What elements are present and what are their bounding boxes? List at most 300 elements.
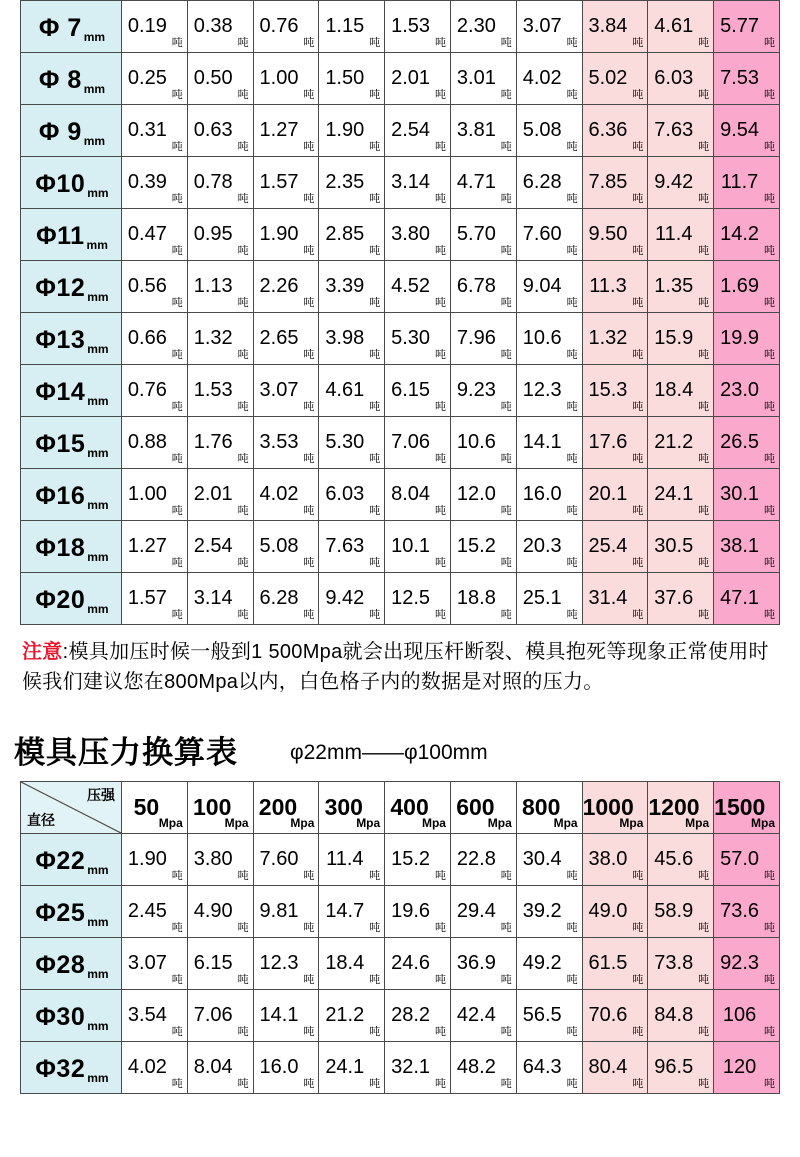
value-cell <box>516 261 582 313</box>
cell-value: 36.9 <box>456 952 496 974</box>
cell-value: 4.61 <box>654 15 694 37</box>
value-cell <box>253 365 319 417</box>
cell-unit: 吨 <box>566 349 578 361</box>
value-cell <box>253 1042 319 1094</box>
cell-value: 1.57 <box>259 171 299 193</box>
cell-unit: 吨 <box>303 193 315 205</box>
diameter-cell <box>21 469 122 521</box>
pressure-table-upper <box>20 0 780 625</box>
value-cell <box>253 313 319 365</box>
diameter-cell <box>21 521 122 573</box>
column-header-cell <box>582 782 648 834</box>
value-cell <box>714 990 780 1042</box>
cell-value: 9.42 <box>654 171 694 193</box>
diameter-cell <box>21 105 122 157</box>
cell-value: 0.25 <box>127 67 167 89</box>
value-cell <box>714 365 780 417</box>
cell-value: 25.1 <box>522 587 562 609</box>
cell-unit: 吨 <box>632 89 644 101</box>
value-cell <box>319 261 385 313</box>
cell-unit: 吨 <box>764 1078 775 1090</box>
cell-unit: 吨 <box>237 505 249 517</box>
column-header-unit: Mpa <box>619 816 644 830</box>
column-header-value: 600 <box>456 794 495 820</box>
value-cell <box>187 105 253 157</box>
cell-unit: 吨 <box>237 922 249 934</box>
cell-unit: 吨 <box>303 609 315 621</box>
value-cell <box>319 521 385 573</box>
warning-text: :模具加压时候一般到1 500Mpa就会出现压杆断裂、模具抱死等现象正常使用时候我们建议您在800Mpa以内，白色格子内的数据是对照的压力。 <box>22 641 769 693</box>
value-cell <box>122 365 188 417</box>
cell-unit: 吨 <box>369 349 381 361</box>
cell-unit: 吨 <box>303 1026 315 1038</box>
cell-unit: 吨 <box>566 1026 578 1038</box>
cell-value: 15.2 <box>391 848 431 870</box>
diameter-cell <box>21 1 122 53</box>
cell-value: 21.2 <box>654 431 694 453</box>
cell-value: 4.02 <box>522 67 562 89</box>
value-cell <box>122 886 188 938</box>
cell-unit: 吨 <box>369 609 381 621</box>
cell-value: 0.88 <box>127 431 167 453</box>
value-cell <box>122 313 188 365</box>
diameter-unit: mm <box>83 82 106 96</box>
value-cell <box>516 365 582 417</box>
value-cell <box>187 365 253 417</box>
cell-unit: 吨 <box>698 141 710 153</box>
cell-unit: 吨 <box>566 505 578 517</box>
cell-value: 7.96 <box>456 327 496 349</box>
table-row <box>21 365 780 417</box>
value-cell <box>714 573 780 625</box>
diameter-unit: mm <box>87 602 109 616</box>
value-cell <box>648 521 714 573</box>
cell-value: 2.35 <box>325 171 365 193</box>
cell-value: 57.0 <box>720 848 760 870</box>
value-cell <box>582 990 648 1042</box>
cell-unit: 吨 <box>237 37 249 49</box>
value-cell <box>122 834 188 886</box>
value-cell <box>714 1 780 53</box>
value-cell <box>187 53 253 105</box>
cell-unit: 吨 <box>434 453 446 465</box>
cell-unit: 吨 <box>237 609 249 621</box>
diameter-cell <box>21 209 122 261</box>
column-header-value: 400 <box>390 794 429 820</box>
cell-value: 3.80 <box>391 223 431 245</box>
table-row <box>21 521 780 573</box>
cell-value: 5.30 <box>391 327 431 349</box>
value-cell <box>385 261 451 313</box>
diameter-cell <box>21 53 122 105</box>
cell-unit: 吨 <box>500 505 512 517</box>
cell-unit: 吨 <box>632 453 644 465</box>
value-cell <box>450 521 516 573</box>
cell-unit: 吨 <box>632 297 644 309</box>
value-cell <box>385 521 451 573</box>
value-cell <box>253 1 319 53</box>
cell-unit: 吨 <box>303 453 315 465</box>
cell-value: 3.80 <box>193 848 233 870</box>
column-header-unit: Mpa <box>356 816 381 830</box>
cell-unit: 吨 <box>698 1026 710 1038</box>
cell-unit: 吨 <box>303 401 315 413</box>
cell-value: 3.14 <box>193 587 233 609</box>
cell-unit: 吨 <box>698 974 710 986</box>
cell-value: 9.50 <box>588 223 628 245</box>
value-cell <box>582 834 648 886</box>
value-cell <box>516 886 582 938</box>
cell-value: 3.14 <box>391 171 431 193</box>
cell-unit: 吨 <box>698 37 710 49</box>
cell-unit: 吨 <box>369 453 381 465</box>
value-cell <box>516 313 582 365</box>
cell-value: 0.39 <box>127 171 167 193</box>
cell-value: 0.63 <box>193 119 233 141</box>
cell-value: 16.0 <box>522 483 562 505</box>
cell-value: 7.63 <box>325 535 365 557</box>
cell-value: 15.3 <box>588 379 628 401</box>
cell-value: 92.3 <box>720 952 760 974</box>
value-cell <box>319 53 385 105</box>
cell-unit: 吨 <box>171 974 183 986</box>
cell-unit: 吨 <box>698 505 710 517</box>
cell-unit: 吨 <box>171 297 183 309</box>
table-row <box>21 209 780 261</box>
value-cell <box>253 573 319 625</box>
cell-unit: 吨 <box>303 974 315 986</box>
cell-value: 61.5 <box>588 952 628 974</box>
cell-unit: 吨 <box>566 37 578 49</box>
column-header-cell <box>122 782 188 834</box>
cell-value: 1.90 <box>325 119 365 141</box>
cell-value: 2.30 <box>456 15 496 37</box>
value-cell <box>319 834 385 886</box>
cell-value: 106 <box>722 1004 757 1026</box>
cell-unit: 吨 <box>303 245 315 257</box>
cell-value: 0.50 <box>193 67 233 89</box>
value-cell <box>122 521 188 573</box>
column-header-cell <box>450 782 516 834</box>
cell-unit: 吨 <box>171 922 183 934</box>
cell-unit: 吨 <box>369 1026 381 1038</box>
value-cell <box>122 1042 188 1094</box>
value-cell <box>187 209 253 261</box>
cell-value: 7.06 <box>391 431 431 453</box>
value-cell <box>122 990 188 1042</box>
value-cell <box>122 209 188 261</box>
cell-value: 11.3 <box>589 275 627 297</box>
value-cell <box>450 834 516 886</box>
column-header-unit: Mpa <box>224 816 249 830</box>
cell-unit: 吨 <box>764 245 775 257</box>
cell-unit: 吨 <box>632 557 644 569</box>
value-cell <box>187 313 253 365</box>
corner-diameter-label: 直径 <box>27 812 55 828</box>
value-cell <box>253 469 319 521</box>
cell-unit: 吨 <box>566 297 578 309</box>
value-cell <box>187 573 253 625</box>
cell-unit: 吨 <box>237 349 249 361</box>
value-cell <box>648 1 714 53</box>
cell-unit: 吨 <box>632 870 644 882</box>
section-subtitle: φ22mm——φ100mm <box>290 741 488 764</box>
cell-unit: 吨 <box>500 141 512 153</box>
cell-value: 7.85 <box>588 171 628 193</box>
cell-unit: 吨 <box>764 141 775 153</box>
cell-value: 1.35 <box>654 275 694 297</box>
value-cell <box>582 469 648 521</box>
corner-pressure-label: 压强 <box>87 787 115 803</box>
value-cell <box>450 417 516 469</box>
value-cell <box>714 469 780 521</box>
diameter-value: Φ18 <box>35 534 86 562</box>
cell-value: 9.04 <box>522 275 562 297</box>
value-cell <box>582 157 648 209</box>
cell-value: 14.1 <box>522 431 562 453</box>
value-cell <box>714 417 780 469</box>
value-cell <box>385 365 451 417</box>
cell-value: 80.4 <box>588 1056 628 1078</box>
cell-unit: 吨 <box>632 922 644 934</box>
cell-unit: 吨 <box>237 401 249 413</box>
cell-unit: 吨 <box>171 505 183 517</box>
value-cell <box>187 521 253 573</box>
cell-value: 1.90 <box>259 223 299 245</box>
cell-unit: 吨 <box>303 505 315 517</box>
cell-value: 3.98 <box>325 327 365 349</box>
cell-unit: 吨 <box>566 1078 578 1090</box>
value-cell <box>319 886 385 938</box>
value-cell <box>516 834 582 886</box>
value-cell <box>516 573 582 625</box>
column-header-unit: Mpa <box>553 816 578 830</box>
diameter-value: Φ 9 <box>38 118 82 146</box>
cell-value: 25.4 <box>588 535 628 557</box>
cell-unit: 吨 <box>369 141 381 153</box>
cell-value: 9.23 <box>456 379 496 401</box>
cell-value: 1.00 <box>127 483 167 505</box>
cell-unit: 吨 <box>764 974 775 986</box>
cell-value: 4.90 <box>193 900 233 922</box>
cell-unit: 吨 <box>500 557 512 569</box>
cell-value: 12.3 <box>522 379 562 401</box>
cell-value: 5.30 <box>325 431 365 453</box>
value-cell <box>582 209 648 261</box>
diameter-unit: mm <box>83 134 106 148</box>
cell-unit: 吨 <box>303 89 315 101</box>
cell-unit: 吨 <box>434 870 446 882</box>
value-cell <box>319 105 385 157</box>
cell-unit: 吨 <box>698 557 710 569</box>
diameter-unit: mm <box>87 967 109 981</box>
cell-value: 12.5 <box>391 587 431 609</box>
cell-unit: 吨 <box>698 1078 710 1090</box>
cell-value: 6.03 <box>325 483 365 505</box>
cell-unit: 吨 <box>369 37 381 49</box>
diameter-cell <box>21 261 122 313</box>
cell-value: 6.03 <box>654 67 694 89</box>
diameter-cell <box>21 573 122 625</box>
value-cell <box>122 105 188 157</box>
column-header-unit: Mpa <box>290 816 315 830</box>
warning-label: 注意 <box>22 641 63 663</box>
cell-unit: 吨 <box>500 401 512 413</box>
diameter-value: Φ 8 <box>38 66 82 94</box>
value-cell <box>385 938 451 990</box>
cell-unit: 吨 <box>171 349 183 361</box>
cell-unit: 吨 <box>698 349 710 361</box>
value-cell <box>187 990 253 1042</box>
diameter-unit: mm <box>87 342 109 356</box>
cell-unit: 吨 <box>566 193 578 205</box>
cell-value: 3.07 <box>522 15 562 37</box>
value-cell <box>319 365 385 417</box>
cell-unit: 吨 <box>632 1026 644 1038</box>
cell-unit: 吨 <box>171 89 183 101</box>
table-row <box>21 1 780 53</box>
cell-unit: 吨 <box>434 349 446 361</box>
cell-value: 31.4 <box>588 587 628 609</box>
cell-value: 0.76 <box>259 15 299 37</box>
cell-unit: 吨 <box>434 1026 446 1038</box>
cell-value: 37.6 <box>654 587 694 609</box>
value-cell <box>385 209 451 261</box>
cell-value: 2.54 <box>391 119 431 141</box>
cell-unit: 吨 <box>434 505 446 517</box>
cell-value: 4.61 <box>325 379 365 401</box>
value-cell <box>385 157 451 209</box>
cell-value: 8.04 <box>193 1056 233 1078</box>
value-cell <box>648 469 714 521</box>
cell-unit: 吨 <box>764 349 775 361</box>
cell-unit: 吨 <box>171 245 183 257</box>
table-row <box>21 990 780 1042</box>
value-cell <box>450 105 516 157</box>
diameter-unit: mm <box>87 446 109 460</box>
cell-unit: 吨 <box>698 401 710 413</box>
cell-value: 5.02 <box>588 67 628 89</box>
cell-value: 28.2 <box>391 1004 431 1026</box>
value-cell <box>648 53 714 105</box>
cell-unit: 吨 <box>369 297 381 309</box>
table-row <box>21 157 780 209</box>
value-cell <box>385 469 451 521</box>
cell-unit: 吨 <box>764 557 775 569</box>
value-cell <box>648 157 714 209</box>
cell-value: 10.1 <box>391 535 431 557</box>
cell-unit: 吨 <box>764 1026 775 1038</box>
cell-value: 11.7 <box>720 171 759 193</box>
cell-unit: 吨 <box>632 505 644 517</box>
cell-unit: 吨 <box>698 193 710 205</box>
cell-value: 7.06 <box>193 1004 233 1026</box>
cell-unit: 吨 <box>303 870 315 882</box>
value-cell <box>450 886 516 938</box>
cell-value: 73.6 <box>720 900 760 922</box>
column-header-unit: Mpa <box>487 816 512 830</box>
cell-unit: 吨 <box>237 1026 249 1038</box>
value-cell <box>648 834 714 886</box>
diameter-value: Φ28 <box>35 951 86 979</box>
cell-unit: 吨 <box>303 1078 315 1090</box>
cell-unit: 吨 <box>171 557 183 569</box>
cell-value: 6.36 <box>588 119 628 141</box>
diameter-unit: mm <box>83 30 106 44</box>
value-cell <box>253 209 319 261</box>
cell-value: 9.42 <box>325 587 365 609</box>
column-header-cell <box>319 782 385 834</box>
table-row <box>21 1042 780 1094</box>
cell-value: 3.07 <box>127 952 167 974</box>
value-cell <box>516 157 582 209</box>
value-cell <box>582 365 648 417</box>
value-cell <box>582 417 648 469</box>
value-cell <box>187 417 253 469</box>
value-cell <box>516 990 582 1042</box>
cell-value: 49.0 <box>588 900 628 922</box>
value-cell <box>385 105 451 157</box>
cell-unit: 吨 <box>171 1026 183 1038</box>
value-cell <box>385 53 451 105</box>
value-cell <box>122 1 188 53</box>
cell-unit: 吨 <box>566 89 578 101</box>
section-heading <box>0 727 800 773</box>
cell-value: 1.50 <box>325 67 365 89</box>
column-header-value: 200 <box>258 794 298 820</box>
diameter-cell <box>21 313 122 365</box>
cell-value: 30.1 <box>720 483 760 505</box>
value-cell <box>122 417 188 469</box>
cell-unit: 吨 <box>566 974 578 986</box>
table-row <box>21 53 780 105</box>
cell-value: 4.02 <box>259 483 299 505</box>
cell-unit: 吨 <box>237 870 249 882</box>
cell-unit: 吨 <box>764 870 775 882</box>
corner-header-cell <box>21 782 122 834</box>
cell-value: 0.19 <box>127 15 167 37</box>
cell-unit: 吨 <box>434 141 446 153</box>
cell-unit: 吨 <box>698 922 710 934</box>
column-header-unit: Mpa <box>158 816 183 830</box>
cell-value: 22.8 <box>456 848 496 870</box>
cell-unit: 吨 <box>500 349 512 361</box>
diameter-value: Φ22 <box>35 847 86 875</box>
cell-unit: 吨 <box>500 1078 512 1090</box>
cell-value: 2.01 <box>391 67 431 89</box>
cell-unit: 吨 <box>500 193 512 205</box>
cell-unit: 吨 <box>764 89 775 101</box>
table-row <box>21 938 780 990</box>
value-cell <box>648 573 714 625</box>
pressure-table-lower <box>20 781 780 1094</box>
cell-unit: 吨 <box>303 349 315 361</box>
value-cell <box>319 469 385 521</box>
value-cell <box>450 1042 516 1094</box>
cell-unit: 吨 <box>303 297 315 309</box>
value-cell <box>450 209 516 261</box>
cell-unit: 吨 <box>764 609 775 621</box>
table-row <box>21 417 780 469</box>
cell-value: 19.6 <box>391 900 431 922</box>
cell-value: 0.31 <box>127 119 167 141</box>
value-cell <box>582 313 648 365</box>
value-cell <box>450 365 516 417</box>
cell-unit: 吨 <box>764 297 775 309</box>
value-cell <box>319 1042 385 1094</box>
cell-value: 4.71 <box>456 171 496 193</box>
cell-value: 26.5 <box>720 431 760 453</box>
